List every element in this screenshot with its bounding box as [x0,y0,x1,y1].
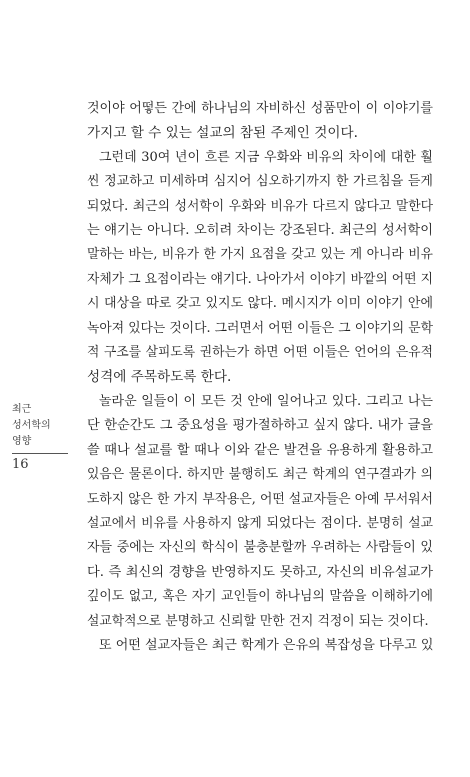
text-line: 는 얘기는 아니다. 오히려 차이는 강조된다. 최근의 성서학이 [87,223,433,239]
text-line: 설교학적으로 분명하고 신뢰할 만한 건지 걱정이 되는 것이다. [87,613,429,629]
text-line: 깊이도 없고, 혹은 자기 교인들이 하나님의 말씀을 이해하기에 [87,589,433,605]
text-line: 녹아져 있다는 것이다. 그러면서 어떤 이들은 그 이야기의 문학 [87,320,433,336]
text-line: 가지고 할 수 있는 설교의 참된 주제인 것이다. [87,125,358,142]
text-line: 또 어떤 설교자들은 최근 학계가 은유의 복잡성을 다루고 있 [99,637,434,653]
text-line: 자들 중에는 자신의 학식이 불충분할까 우려하는 사람들이 있 [87,540,433,556]
text-line: 단 한순간도 그 중요성을 평가절하하고 싶지 않다. 내가 글을 [87,418,433,434]
running-head-line-1: 최근 [12,404,32,415]
text-line: 씬 정교하고 미세하며 심지어 심오하기까지 한 가르침을 듣게 [87,174,433,190]
running-head-line-3: 영향 [12,436,32,447]
text-line: 도하지 않은 한 가지 부작용은, 어떤 설교자들은 아예 무서워서 [87,491,433,507]
text-line: 것이야 어떻든 간에 하나님의 자비하신 성품만이 이 이야기를 [87,101,433,116]
running-head-margin-note [12,402,68,473]
text-line: 성격에 주목하도록 한다. [87,369,232,386]
text-line: 쓸 때나 설교를 할 때나 이와 같은 발견을 유용하게 활용하고 [87,442,433,458]
body-text [87,97,433,658]
page-number: 16 [12,457,29,472]
running-head-divider [12,453,68,454]
text-line: 다. 즉 최신의 경향을 반영하지도 못하고, 자신의 비유설교가 [87,564,433,580]
text-line: 자체가 그 요점이라는 얘기다. 나아가서 이야기 바깥의 어떤 지 [87,271,433,287]
text-line: 있음은 물론이다. 하지만 불행히도 최근 학계의 연구결과가 의 [87,467,433,483]
text-line: 시 대상을 따로 갖고 있지도 않다. 메시지가 이미 이야기 안에 [87,296,433,312]
text-line: 되었다. 최근의 성서학이 우화와 비유가 다르지 않다고 말한다 [87,198,433,214]
text-line: 설교에서 비유를 사용하지 않게 되었다는 점이다. 분명히 설교 [87,515,433,531]
text-line: 그런데 30여 년이 흐른 지금 우화와 비유의 차이에 대한 훨 [99,149,433,165]
text-line: 말하는 바는, 비유가 한 가지 요점을 갖고 있는 게 아니라 비유 [87,247,433,263]
text-line: 놀라운 일들이 이 모든 것 안에 일어나고 있다. 그리고 나는 [99,393,433,409]
text-line: 적 구조를 살피도록 권하는가 하면 어떤 이들은 언어의 은유적 [87,345,433,361]
running-head-line-2: 성서학의 [12,420,51,431]
